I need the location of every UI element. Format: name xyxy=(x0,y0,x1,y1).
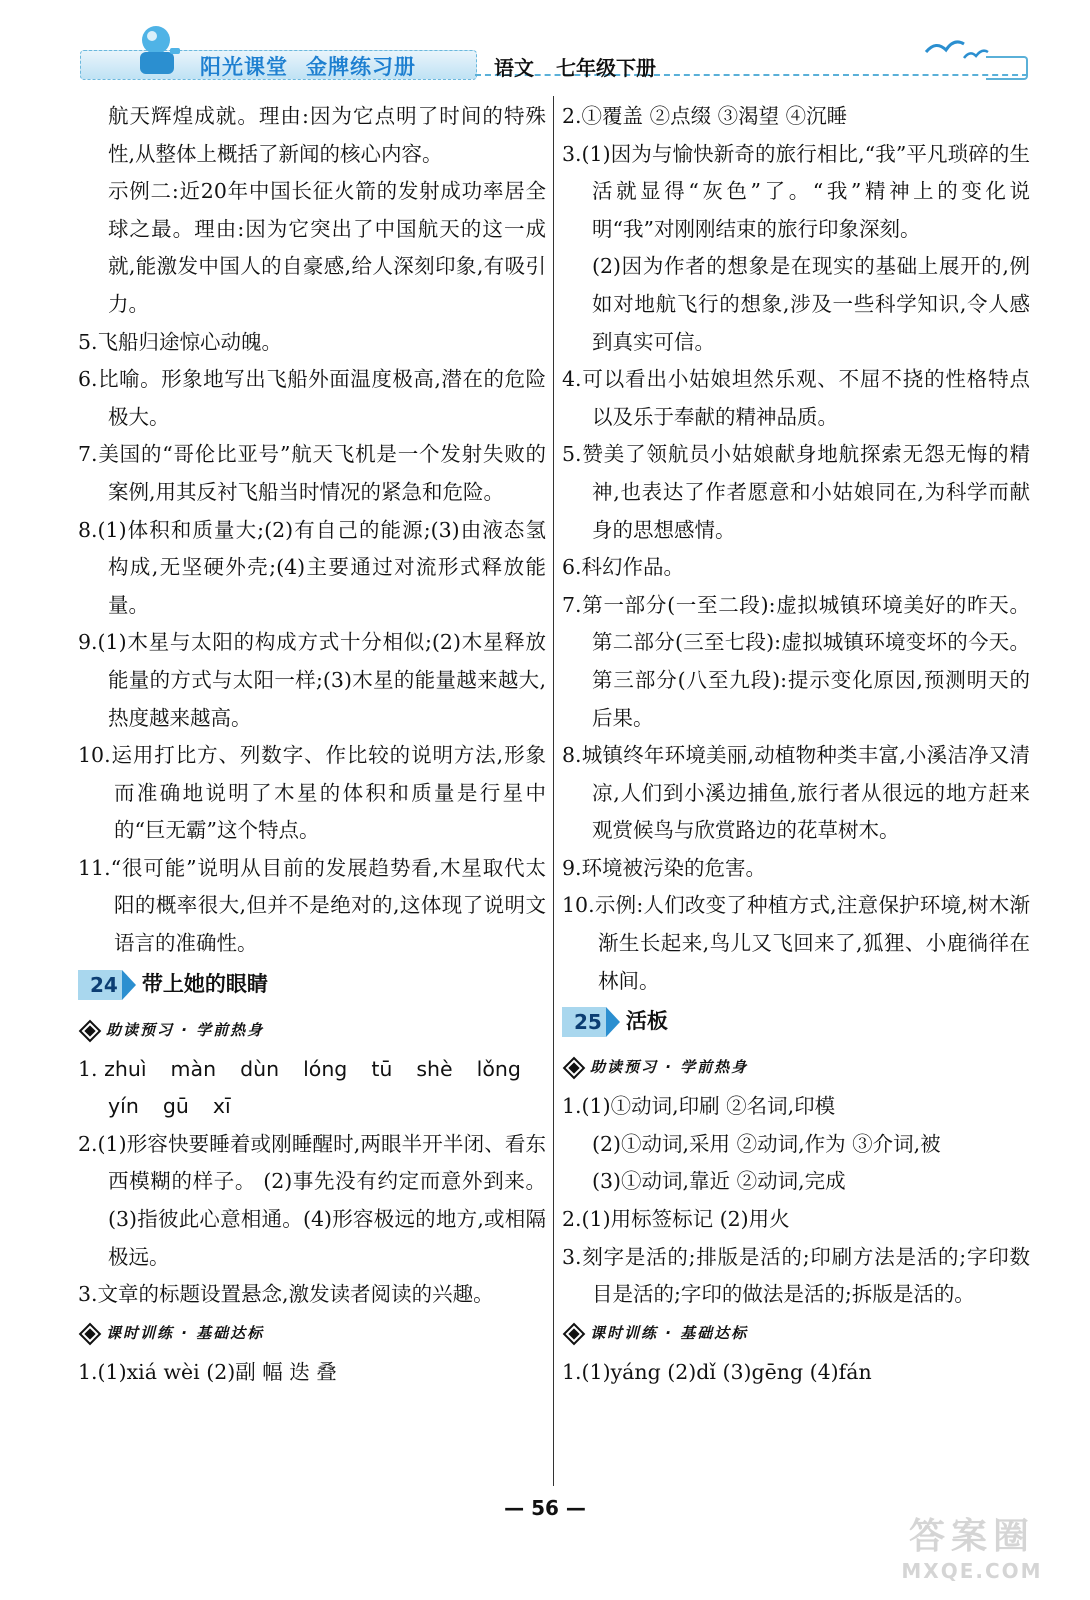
lesson-number: 25 xyxy=(562,1007,606,1037)
lesson-title: 活板 xyxy=(625,1009,668,1034)
answer-5: 5.赞美了领航员小姑娘献身地航探索无怨无悔的精神,也表达了作者愿意和小姑娘同在,为科学而献身的思想感情。 xyxy=(562,442,1030,542)
answer-pinyin xyxy=(78,1051,546,1126)
answer-2: 2.(1)形容快要睡着或刚睡醒时,两眼半开半闭、看东西模糊的样子。 (2)事先没有约定而意外到来。 (3)指彼此心意相通。(4)形容极远的地方,或相隔极远。 xyxy=(78,1131,546,1269)
answer-3: 3.刻字是活的;排版是活的;印刷方法是活的;字印数目是活的;字印的做法是活的;拆版是活的。 xyxy=(562,1244,1030,1307)
answer-1-part1: 1.(1)①动词,印刷 ②名词,印模 xyxy=(562,1094,836,1119)
column-divider xyxy=(553,96,554,1486)
practice-answer-1: 1.(1)yáng (2)dǐ (3)gēng (4)fán xyxy=(562,1359,872,1384)
lesson-heading-24 xyxy=(78,965,546,1005)
subject-label xyxy=(494,52,656,81)
series-subname: 金牌练习册 xyxy=(306,55,416,79)
section-heading-preview xyxy=(562,1048,1030,1088)
answer-2: 2.①覆盖 ②点缀 ③渴望 ④沉睡 xyxy=(562,104,848,128)
pinyin-item: xī xyxy=(212,1094,231,1119)
pinyin-row-2 xyxy=(108,1094,255,1118)
series-name: 阳光课堂 xyxy=(200,55,288,79)
pinyin-item: lǒng xyxy=(476,1056,521,1081)
mascot-logo-icon xyxy=(126,18,190,82)
section-heading-preview xyxy=(78,1011,546,1051)
arrow-icon xyxy=(122,970,136,1000)
diamond-icon xyxy=(79,1322,102,1345)
answer-8: 8.城镇终年环境美丽,动植物种类丰富,小溪洁净又清凉,人们到小溪边捕鱼,旅行者从很远的地方赶来观赏候鸟与欣赏路边的花草树木。 xyxy=(562,743,1030,843)
answer-7: 7.第一部分(一至二段):虚拟城镇环境美好的昨天。第二部分(三至七段):虚拟城镇环境变坏的今天。第三部分(八至九段):提示变化原因,预测明天的后果。 xyxy=(562,592,1030,730)
pinyin-item: yín xyxy=(108,1094,139,1119)
section-title: 课时训练 · 基础达标 xyxy=(106,1324,265,1343)
answer-3-part1: 3.(1)因为与愉快新奇的旅行相比,“我”平凡琐碎的生活就显得“灰色”了。“我”精神上的变化说明“我”对刚刚结束的旅行印象深刻。 xyxy=(562,141,1030,241)
answer-8: 8.(1)体积和质量大;(2)有自己的能源;(3)由液态氢构成,无坚硬外壳;(4)主要通过对流形式释放能量。 xyxy=(78,517,546,617)
section-heading-practice xyxy=(78,1314,546,1354)
diamond-icon xyxy=(79,1019,102,1042)
answer-example-two: 示例二:近20年中国长征火箭的发射成功率居全球之最。理由:因为它突出了中国航天的这一成就,能激发中国人的自豪感,给人深刻印象,有吸引力。 xyxy=(108,179,546,316)
answer-9: 9.(1)木星与太阳的构成方式十分相似;(2)木星释放能量的方式与太阳一样;(3)木星的能量越来越大,热度越来越高。 xyxy=(78,630,546,730)
pinyin-item: gū xyxy=(162,1094,189,1119)
watermark-text: 答案圈 xyxy=(908,1516,1035,1557)
answer-label: 1. xyxy=(78,1056,98,1081)
answer-3-part2: (2)因为作者的想象是在现实的基础上展开的,例如对地航飞行的想象,涉及一些科学知识,令人感到真实可信。 xyxy=(592,254,1030,354)
answer-continued: 航天辉煌成就。理由:因为它点明了时间的特殊性,从整体上概括了新闻的核心内容。 xyxy=(108,104,546,166)
watermark-url: MXQE.COM xyxy=(901,1559,1043,1583)
diamond-icon xyxy=(563,1322,586,1345)
right-column xyxy=(562,98,1030,1391)
section-heading-practice xyxy=(562,1314,1030,1354)
section-title: 助读预习 · 学前热身 xyxy=(590,1058,749,1077)
answer-7: 7.美国的“哥伦比亚号”航天飞机是一个发射失败的案例,用其反衬飞船当时情况的紧急和危险。 xyxy=(78,442,546,504)
lesson-heading-25 xyxy=(562,1002,1030,1042)
pinyin-item: zhuì xyxy=(104,1056,147,1081)
answer-5: 5.飞船归途惊心动魄。 xyxy=(78,329,283,354)
answer-3: 3.文章的标题设置悬念,激发读者阅读的兴趣。 xyxy=(78,1282,494,1307)
page-header xyxy=(80,44,1028,86)
pinyin-item: màn xyxy=(170,1056,217,1081)
answer-1-part2: (2)①动词,采用 ②动词,作为 ③介词,被 xyxy=(592,1131,941,1156)
series-title xyxy=(200,51,416,81)
answer-10: 10.运用打比方、列数字、作比较的说明方法,形象而准确地说明了木星的体积和质量是行星中的“巨无霸”这个特点。 xyxy=(78,743,546,843)
watermark-logo xyxy=(882,1508,1062,1592)
arrow-icon xyxy=(606,1007,620,1037)
section-title: 课时训练 · 基础达标 xyxy=(590,1324,749,1343)
pinyin-item: dùn xyxy=(240,1056,280,1081)
answer-11: 11.“很可能”说明从目前的发展趋势看,木星取代太阳的概率很大,但并不是绝对的,这体现了说明文语言的准确性。 xyxy=(78,855,546,956)
section-title: 助读预习 · 学前热身 xyxy=(106,1020,265,1039)
page-number: — 56 — xyxy=(504,1496,586,1520)
diamond-icon xyxy=(563,1057,586,1080)
grade-name: 七年级下册 xyxy=(556,56,656,80)
pinyin-row-1 xyxy=(98,1057,545,1081)
answer-4: 4.可以看出小姑娘坦然乐观、不屈不挠的性格特点以及乐于奉献的精神品质。 xyxy=(562,367,1030,429)
subject-name: 语文 xyxy=(494,56,534,80)
answer-6: 6.科幻作品。 xyxy=(562,555,685,580)
answer-6: 6.比喻。形象地写出飞船外面温度极高,潜在的危险极大。 xyxy=(78,367,546,429)
pinyin-item: tū xyxy=(371,1056,393,1081)
answer-2: 2.(1)用标签标记 (2)用火 xyxy=(562,1207,790,1232)
lesson-title: 带上她的眼睛 xyxy=(141,971,268,996)
answer-10: 10.示例:人们改变了种植方式,注意保护环境,树木渐渐生长起来,鸟儿又飞回来了,狐狸、小鹿徜徉在林间。 xyxy=(562,893,1030,993)
birds-icon xyxy=(920,30,1000,70)
lesson-number: 24 xyxy=(78,970,122,1000)
answer-1-part3: (3)①动词,靠近 ②动词,完成 xyxy=(592,1169,846,1194)
left-column xyxy=(78,98,546,1391)
pinyin-item: lóng xyxy=(303,1056,348,1081)
practice-answer-1: 1.(1)xiá wèi (2)副 幅 迭 叠 xyxy=(78,1359,337,1384)
answer-9: 9.环境被污染的危害。 xyxy=(562,855,767,880)
pinyin-item: shè xyxy=(416,1056,453,1081)
